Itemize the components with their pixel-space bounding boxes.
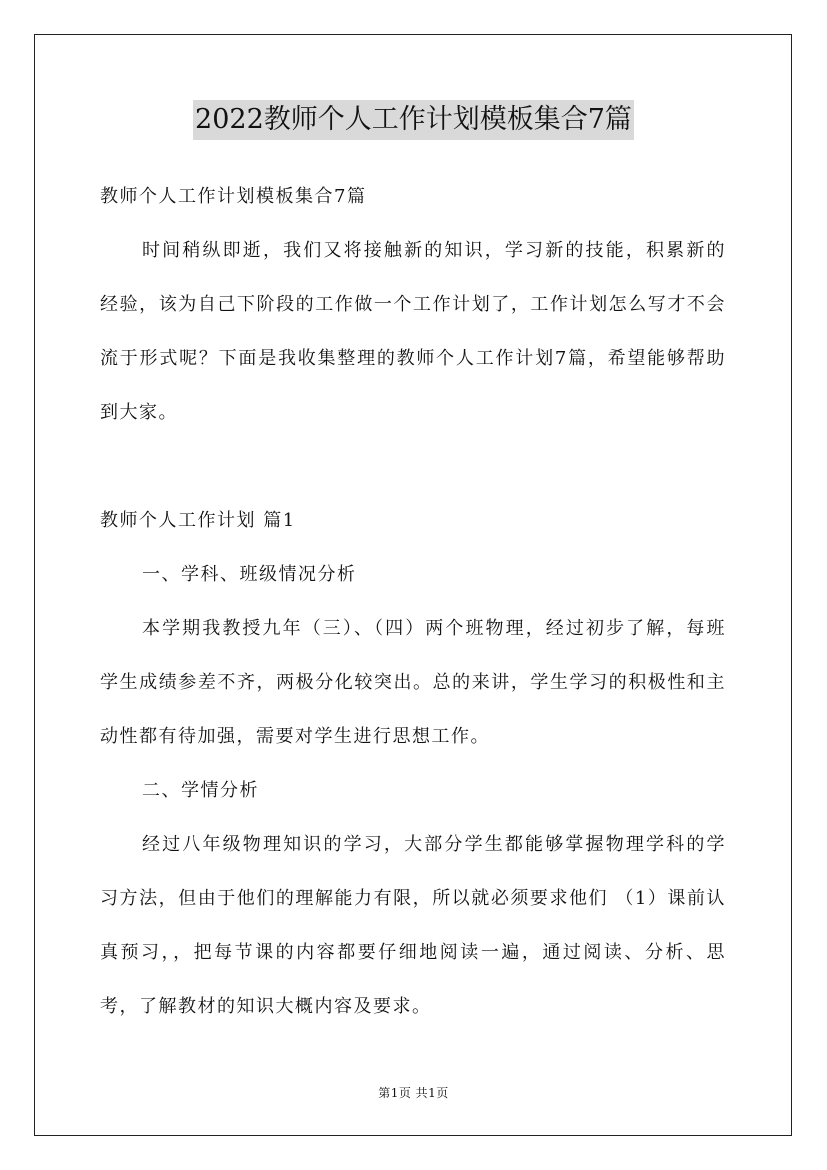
section-heading: 教师个人工作计划 篇1	[100, 510, 296, 531]
intro-paragraph: 时间稍纵即逝，我们又将接触新的知识，学习新的技能，积累新的经验，该为自己下阶段的工作做一个工作计划了，工作计划怎么写才不会流于形式呢？下面是我收集整理的教师个人工作计划7篇，希望能够帮助到大家。	[100, 240, 726, 423]
section-spacer	[100, 440, 726, 494]
part2-paragraph: 经过八年级物理知识的学习，大部分学生都能够掌握物理学科的学习方法，但由于他们的理解能力有限，所以就必须要求他们 （1）课前认真预习，，把每节课的内容都要仔细地阅读一遍，通过阅读、分析、思考，了解教材的知识大概内容及要求。	[100, 834, 726, 1017]
document-body	[100, 170, 726, 1034]
part1-heading: 一、学科、班级情况分析	[142, 564, 357, 585]
page-footer: 第1页 共1页	[378, 1086, 449, 1100]
title-container	[0, 100, 827, 140]
part2-heading: 二、学情分析	[142, 780, 259, 801]
document-title: 2022教师个人工作计划模板集合7篇	[193, 100, 634, 140]
document-subtitle: 教师个人工作计划模板集合7篇	[100, 186, 367, 207]
part1-paragraph: 本学期我教授九年（三）、（四）两个班物理，经过初步了解，每班学生成绩参差不齐，两极分化较突出。总的来讲，学生学习的积极性和主动性都有待加强，需要对学生进行思想工作。	[100, 618, 726, 747]
